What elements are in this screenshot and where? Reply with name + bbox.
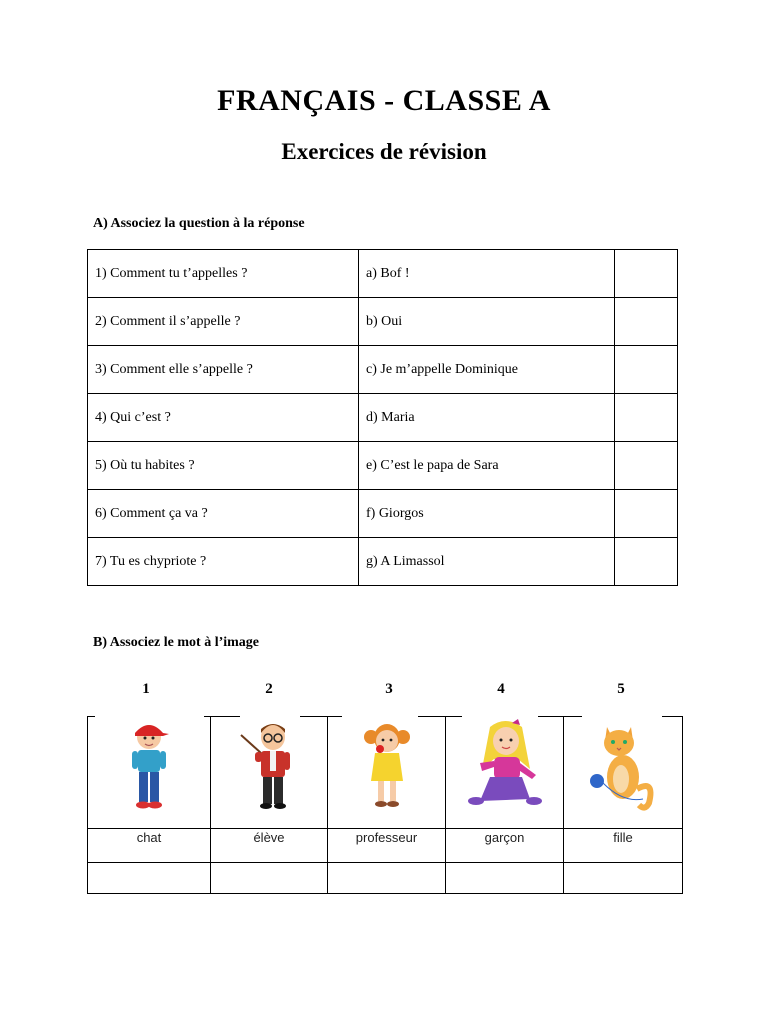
picture-cell xyxy=(211,716,328,829)
answer-cell: e) C’est le papa de Sara xyxy=(359,442,615,490)
pictures-row xyxy=(88,716,683,829)
answer-blank-cell[interactable] xyxy=(446,863,564,894)
word-label: fille xyxy=(613,830,633,845)
image-number: 2 xyxy=(265,681,273,697)
word-cell xyxy=(564,829,683,863)
question-cell: 6) Comment ça va ? xyxy=(88,490,359,538)
section-b-heading: B) Associez le mot à l’image xyxy=(93,635,260,650)
cat-with-yarn-illustration xyxy=(583,719,663,814)
image-word-table xyxy=(87,716,683,894)
word-label: élève xyxy=(253,830,285,845)
picture-cell xyxy=(328,716,446,829)
teacher-with-pointer-illustration xyxy=(235,719,303,814)
table-row xyxy=(88,538,678,586)
table-row xyxy=(88,490,678,538)
question-cell: 2) Comment il s’appelle ? xyxy=(88,298,359,346)
word-cell xyxy=(211,829,328,863)
image-number: 1 xyxy=(142,681,150,697)
picture-cell xyxy=(446,716,564,829)
answer-blank-cell[interactable] xyxy=(564,863,683,894)
word-label: professeur xyxy=(355,830,418,845)
answer-cell: b) Oui xyxy=(359,298,615,346)
answer-blank-cell[interactable] xyxy=(88,863,211,894)
table-row xyxy=(88,298,678,346)
question-cell: 7) Tu es chypriote ? xyxy=(88,538,359,586)
question-cell: 5) Où tu habites ? xyxy=(88,442,359,490)
question-answer-table xyxy=(87,249,678,586)
sitting-girl-illustration xyxy=(460,719,550,814)
answer-cell: f) Giorgos xyxy=(359,490,615,538)
section-a-heading: A) Associez la question à la réponse xyxy=(93,216,305,231)
table-row xyxy=(88,250,678,298)
image-number: 5 xyxy=(617,681,625,697)
page-subtitle: Exercices de révision xyxy=(281,139,487,164)
question-cell: 3) Comment elle s’appelle ? xyxy=(88,346,359,394)
match-blank-cell[interactable] xyxy=(615,538,678,586)
table-row xyxy=(88,346,678,394)
match-blank-cell[interactable] xyxy=(615,298,678,346)
answer-blank-cell[interactable] xyxy=(328,863,446,894)
answer-cell: d) Maria xyxy=(359,394,615,442)
word-cell xyxy=(446,829,564,863)
word-cell xyxy=(328,829,446,863)
question-cell: 1) Comment tu t’appelles ? xyxy=(88,250,359,298)
question-cell: 4) Qui c’est ? xyxy=(88,394,359,442)
answers-row xyxy=(88,863,683,894)
match-blank-cell[interactable] xyxy=(615,346,678,394)
table-row xyxy=(88,394,678,442)
word-label: garçon xyxy=(484,830,525,845)
image-number: 4 xyxy=(497,681,505,697)
picture-cell xyxy=(564,716,683,829)
boy-with-cap-illustration xyxy=(119,719,179,814)
image-number: 3 xyxy=(385,681,393,697)
page-title: FRANÇAIS - CLASSE A xyxy=(217,84,551,117)
answer-cell: c) Je m’appelle Dominique xyxy=(359,346,615,394)
match-blank-cell[interactable] xyxy=(615,490,678,538)
answer-cell: a) Bof ! xyxy=(359,250,615,298)
answer-blank-cell[interactable] xyxy=(211,863,328,894)
word-cell xyxy=(88,829,211,863)
word-label: chat xyxy=(136,830,162,845)
match-blank-cell[interactable] xyxy=(615,250,678,298)
words-row xyxy=(88,829,683,863)
table-row xyxy=(88,442,678,490)
answer-cell: g) A Limassol xyxy=(359,538,615,586)
picture-cell xyxy=(88,716,211,829)
match-blank-cell[interactable] xyxy=(615,394,678,442)
match-blank-cell[interactable] xyxy=(615,442,678,490)
girl-eating-apple-illustration xyxy=(357,719,417,814)
